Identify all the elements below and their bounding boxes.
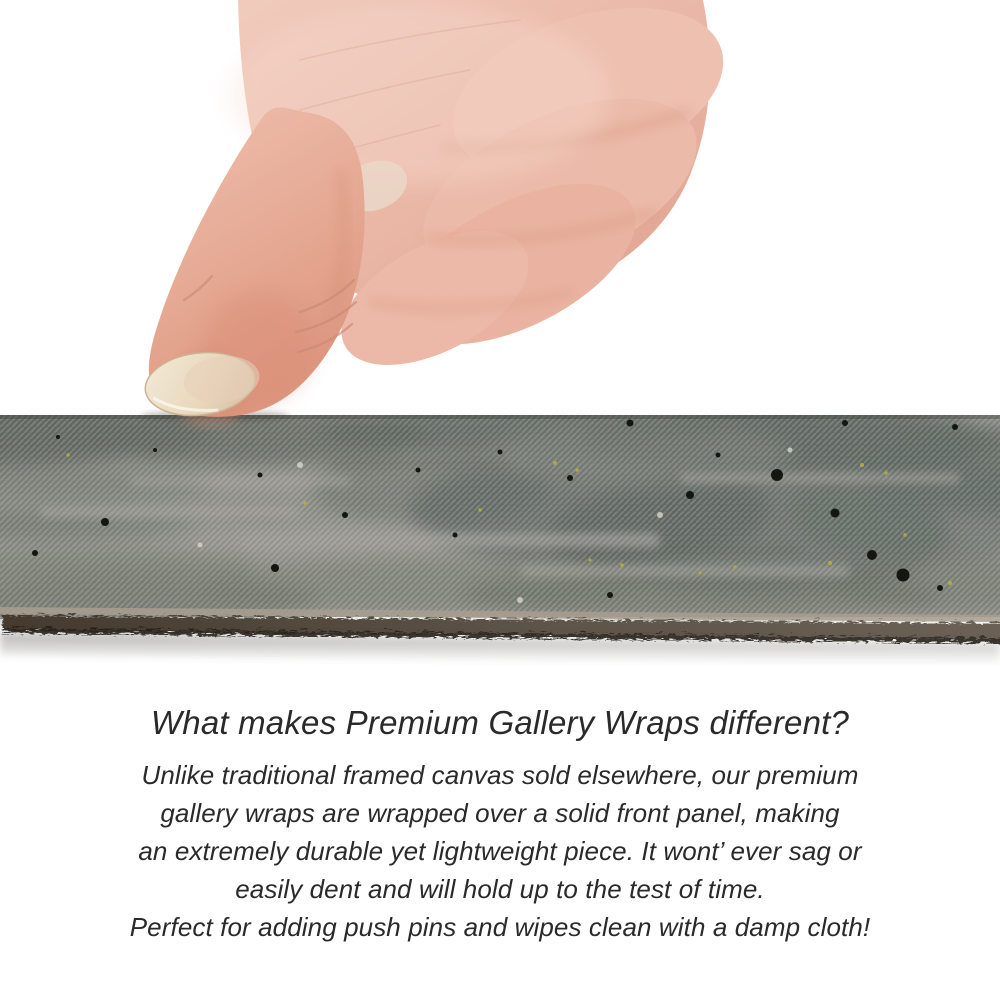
- info-line-1: Unlike traditional framed canvas sold elsewhere, our premium: [141, 760, 859, 790]
- info-line-3: an extremely durable yet lightweight piece. It wont’ ever sag or: [138, 836, 862, 866]
- canvas-strip-photo: [0, 415, 1000, 665]
- info-text-block: [0, 701, 1000, 946]
- info-line-5: Perfect for adding push pins and wipes clean with a damp cloth!: [129, 912, 871, 942]
- info-heading: What makes Premium Gallery Wraps different?: [150, 704, 850, 741]
- info-line-2: gallery wraps are wrapped over a solid front panel, making: [160, 798, 840, 828]
- hand-photo: [0, 0, 1000, 430]
- info-line-4: easily dent and will hold up to the test of time.: [235, 874, 765, 904]
- fist: [142, 0, 745, 428]
- canvas-face: [0, 415, 1000, 624]
